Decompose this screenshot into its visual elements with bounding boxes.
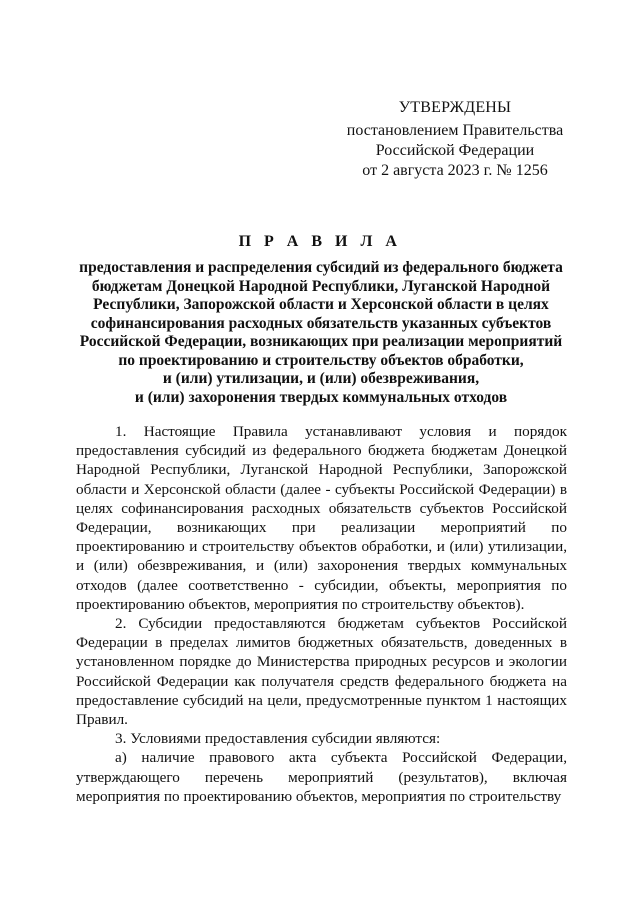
subtitle-line: и (или) захоронения твердых коммунальных отходов: [134, 388, 508, 406]
approval-date-line: от 2 августа 2023 г. № 1256: [362, 162, 548, 179]
subtitle-line: софинансирования расходных обязательств указанных субъектов: [90, 314, 552, 332]
subtitle-line: по проектированию и строительству объектов обработки,: [118, 351, 524, 369]
paragraph-1: 1. Настоящие Правила устанавливают условия и порядок предоставления субсидий из федерального бюджета бюджетам Донецкой Народной Республики, Луганской Народной Республики, Запорожской области и Херсонской области (далее - субъекты Российской Федерации) в целях софинансирования расходных обязательств субъектов Российской Федерации, возникающих при реализации мероприятий по проектированию и строительству объектов обработки, и (или) утилизации, и (или) обезвреживания, и (или) захоронения твердых коммунальных отходов (далее соответственно - субсидии, объекты, мероприятия по проектированию объектов, мероприятия по строительству объектов).: [76, 423, 567, 613]
paragraph-3: 3. Условиями предоставления субсидии являются:: [115, 730, 441, 748]
subtitle-line: предоставления и распределения субсидий из федерального бюджета: [79, 259, 563, 276]
paragraph-3a: а) наличие правового акта субъекта Российской Федерации, утверждающего перечень мероприятий (результатов), включая мероприятия по проектированию объектов, мероприятия по строительству: [76, 749, 567, 805]
approval-stamp: [330, 98, 580, 181]
approval-line: постановлением Правительства: [346, 122, 564, 139]
approval-line: Российской Федерации: [375, 142, 535, 159]
paragraph-2: 2. Субсидии предоставляются бюджетам субъектов Российской Федерации в пределах лимитов бюджетных обязательств, доведенных в установленном порядке до Министерства природных ресурсов и экологии Российской Федерации как получателя средств федерального бюджета на предоставление субсидий на цели, предусмотренные пунктом 1 настоящих Правил.: [76, 615, 567, 729]
approval-title: УТВЕРЖДЕНЫ: [398, 99, 512, 116]
document-subtitle: [78, 259, 564, 407]
subtitle-line: бюджетам Донецкой Народной Республики, Луганской Народной: [91, 277, 551, 295]
subtitle-line: Российской Федерации, возникающих при реализации мероприятий: [79, 333, 563, 350]
document-body: [76, 422, 567, 806]
subtitle-line: Республики, Запорожской области и Херсонской области в целях: [93, 296, 549, 313]
document-title: П Р А В И Л А: [238, 233, 402, 250]
subtitle-line: и (или) утилизации, и (или) обезвреживания,: [162, 370, 480, 387]
